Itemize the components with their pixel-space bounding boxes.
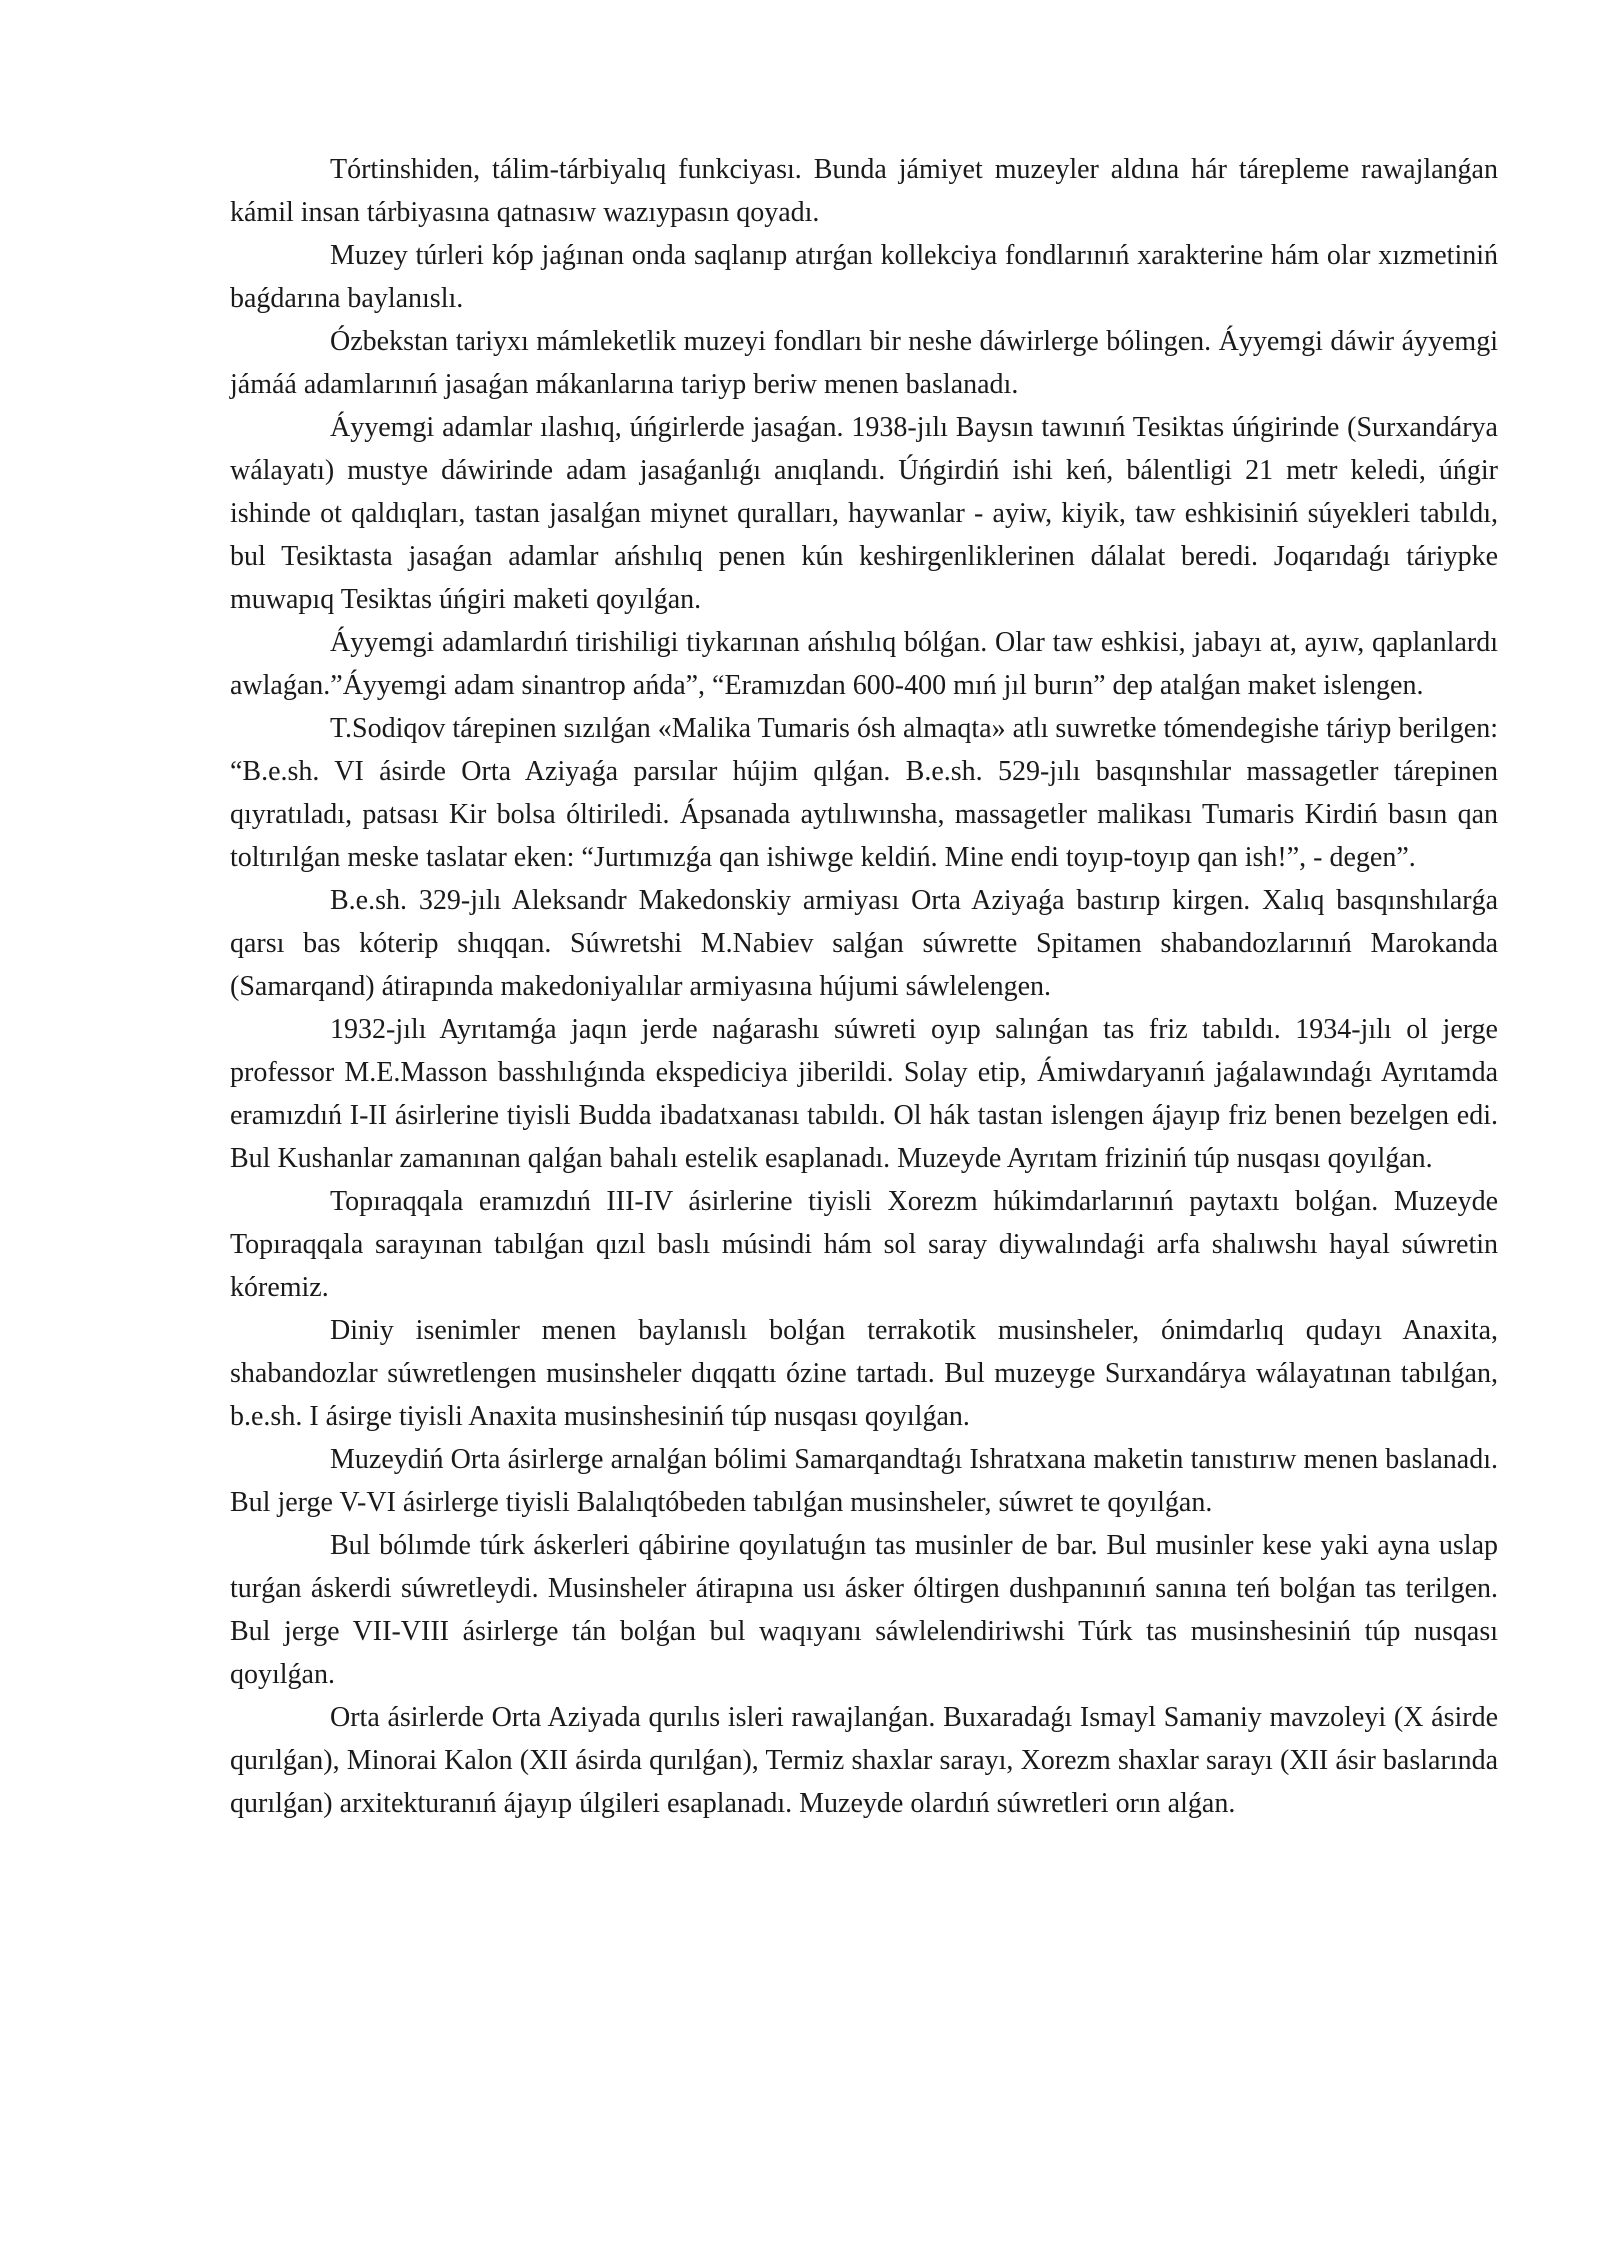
- paragraph: Orta ásirlerde Orta Aziyada qurılıs isleri rawajlanǵan. Buxaradaǵı Ismayl Samaniy mavzoleyi (X ásirde qurılǵan), Minorai Kalon (XII ásirda qurılǵan), Termiz shaxlar sarayı, Xorezm shaxlar sarayı (XII ásir baslarında qurılǵan) arxitekturanıń ájayıp úlgileri esaplanadı. Muzeyde olardıń súwretleri orın alǵan.: [230, 1702, 1498, 1819]
- paragraph: 1932-jılı Ayrıtamǵa jaqın jerde naǵarashı súwreti oyıp salınǵan tas friz tabıldı. 1934-jılı ol jerge professor M.E.Masson basshılıǵında ekspediciya jiberildi. Solay etip, Ámiwdaryanıń jaǵalawındaǵı Ayrıtamda eramızdıń I-II ásirlerine tiyisli Budda ibadatxanası tabıldı. Ol hák tastan islengen ájayıp friz benen bezelgen edi. Bul Kushanlar zamanınan qalǵan bahalı estelik esaplanadı. Muzeyde Ayrıtam friziniń túp nusqası qoyılǵan.: [230, 1014, 1498, 1174]
- document-page: [230, 148, 1498, 1825]
- paragraph: Áyyemgi adamlardıń tirishiligi tiykarınan ańshılıq bólǵan. Olar taw eshkisi, jabayı at, ayıw, qaplanlardı awlaǵan.”Áyyemgi adam sinantrop ańda”, “Eramızdan 600-400 mıń jıl burın” dep atalǵan maket islengen.: [230, 627, 1498, 701]
- paragraph: Muzeydiń Orta ásirlerge arnalǵan bólimi Samarqandtaǵı Ishratxana maketin tanıstırıw menen baslanadı. Bul jerge V-VI ásirlerge tiyisli Balalıqtóbeden tabılǵan musinsheler, súwret te qoyılǵan.: [230, 1444, 1498, 1518]
- paragraph: Muzey túrleri kóp jaǵınan onda saqlanıp atırǵan kollekciya fondlarınıń xarakterine hám olar xızmetiniń baǵdarına baylanıslı.: [230, 240, 1498, 314]
- paragraph: Topıraqqala eramızdıń III-IV ásirlerine tiyisli Xorezm húkimdarlarınıń paytaxtı bolǵan. Muzeyde Topıraqqala sarayınan tabılǵan qızıl baslı músindi hám sol saray diywalındaǵi arfa shalıwshı hayal súwretin kóremiz.: [230, 1186, 1498, 1303]
- paragraph: Tórtinshiden, tálim-tárbiyalıq funkciyası. Bunda jámiyet muzeyler aldına hár tárepleme rawajlanǵan kámil insan tárbiyasına qatnasıw wazıypasın qoyadı.: [230, 154, 1498, 228]
- paragraph: B.e.sh. 329-jılı Aleksandr Makedonskiy armiyası Orta Aziyaǵa bastırıp kirgen. Xalıq basqınshılarǵa qarsı bas kóterip shıqqan. Súwretshi M.Nabiev salǵan súwrette Spitamen shabandozlarınıń Marokanda (Samarqand) átirapında makedoniyalılar armiyasına hújumi sáwlelengen.: [230, 885, 1498, 1002]
- paragraph: Ózbekstan tariyxı mámleketlik muzeyi fondları bir neshe dáwirlerge bólingen. Áyyemgi dáwir áyyemgi jámáá adamlarınıń jasaǵan mákanlarına tariyp beriw menen baslanadı.: [230, 326, 1498, 400]
- paragraph: T.Sodiqov tárepinen sızılǵan «Malika Tumaris ósh almaqta» atlı suwretke tómendegishe táriyp berilgen: “B.e.sh. VI ásirde Orta Aziyaǵa parsılar hújim qılǵan. B.e.sh. 529-jılı basqınshılar massagetler tárepinen qıyratıladı, patsası Kir bolsa óltiriledi. Ápsanada aytılıwınsha, massagetler malikası Tumaris Kirdiń basın qan toltırılǵan meske taslatar eken: “Jurtımızǵa qan ishiwge keldiń. Mine endi toyıp-toyıp qan ish!”, - degen”.: [230, 713, 1498, 873]
- paragraph: Diniy isenimler menen baylanıslı bolǵan terrakotik musinsheler, ónimdarlıq qudayı Anaxita, shabandozlar súwretlengen musinsheler dıqqattı ózine tartadı. Bul muzeyge Surxandárya wálayatınan tabılǵan, b.e.sh. I ásirge tiyisli Anaxita musinshesiniń túp nusqası qoyılǵan.: [230, 1315, 1498, 1432]
- paragraph: Áyyemgi adamlar ılashıq, úńgirlerde jasaǵan. 1938-jılı Baysın tawınıń Tesiktas úńgirinde (Surxandárya wálayatı) mustye dáwirinde adam jasaǵanlıǵı anıqlandı. Úńgirdiń ishi keń, bálentligi 21 metr keledi, úńgir ishinde ot qaldıqları, tastan jasalǵan miynet quralları, haywanlar - ayiw, kiyik, taw eshkisiniń súyekleri tabıldı, bul Tesiktasta jasaǵan adamlar ańshılıq penen kún keshirgenliklerinen dálalat beredi. Joqarıdaǵı táriypke muwapıq Tesiktas úńgiri maketi qoyılǵan.: [230, 412, 1498, 615]
- paragraph: Bul bólımde túrk áskerleri qábirine qoyılatuǵın tas musinler de bar. Bul musinler kese yaki ayna uslap turǵan áskerdi súwretleydi. Musinsheler átirapına usı ásker óltirgen dushpanınıń sanına teń bolǵan tas terilgen. Bul jerge VII-VIII ásirlerge tán bolǵan bul waqıyanı sáwlelendiriwshi Túrk tas musinshesiniń túp nusqası qoyılǵan.: [230, 1530, 1498, 1690]
